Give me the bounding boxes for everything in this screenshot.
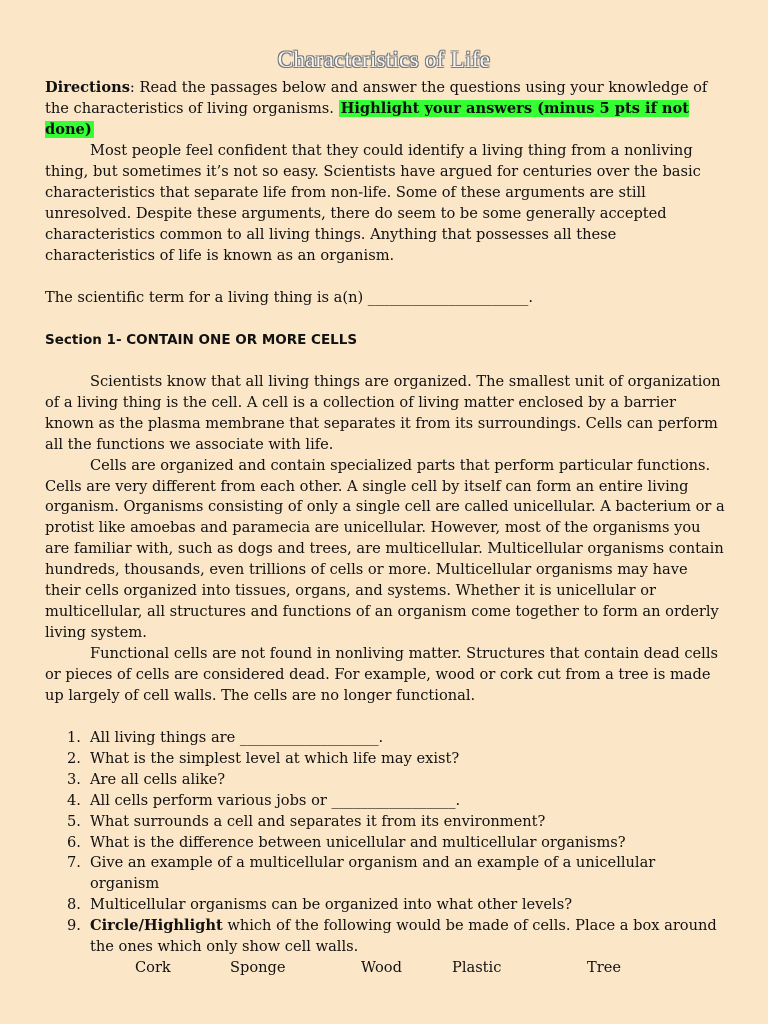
intro-paragraph [45,141,725,266]
choice-tree[interactable]: Tree [587,958,621,976]
section1-paragraph-3: Functional cells are not found in nonliving matter. Structures that contain dead cells or pieces of cells are considered dead. For example, wood or cork cut from a tree is made up largely of cell walls. The cells are no longer functional. [45,644,718,704]
list-item: 6. What is the difference between unicellular and multicellular organisms? [67,833,626,851]
list-item: 3. Are all cells alike? [67,770,226,788]
choice-sponge[interactable]: Sponge [230,958,286,976]
choice-cork[interactable]: Cork [135,958,171,976]
section-heading [45,330,725,351]
directions [45,78,725,141]
choice-plastic[interactable]: Plastic [452,958,502,976]
list-item: 4. All cells perform various jobs or _________________. [67,791,461,809]
section1-paragraph-1: Scientists know that all living things are organized. The smallest unit of organization of a living thing is the cell. A cell is a collection of living matter enclosed by a barrier known as the plasma membrane that separates it from its surroundings. Cells can perform all the functions we associate with life. [45,373,721,453]
section1-heading: Section 1- CONTAIN ONE OR MORE CELLS [45,332,358,348]
section1-paragraph-2: Cells are organized and contain specialized parts that perform particular functions. Cells are very different from each other. A single cell by itself can form an entire living organism. Organisms consisting of only a single cell are called unicellular. A bacterium or a protist like amoebas and paramecia are unicellular. However, most of the organisms you are familiar with, such as dogs and trees, are multicellular. Multicellular organisms contain hundreds, thousands, even trillions of cells or more. Multicellular organisms may have their cells organized into tissues, organs, and systems. Whether it is unicellular or multicellular, all structures and functions of an organism come together to form an orderly living system. [45,456,725,641]
list-item: 7. Give an example of a multicellular organism and an example of a unicellular organism [67,854,656,893]
page-title: Characteristics of Life [277,47,491,72]
directions-text: : Read the passages below and answer the questions using your knowledge of the characteristics of living organisms. [45,79,708,117]
directions-highlight: Highlight your answers (minus 5 pts if not done) [45,99,690,138]
intro-text: Most people feel confident that they could identify a living thing from a nonliving thing, but sometimes it’s not so easy. Scientists have argued for centuries over the basic characteristics that separate life from non-life. Some of these arguments are still unresolved. Despite these arguments, there do seem to be some generally accepted characteristics common to all living things. Anything that possesses all these characteristics of life is known as an organism. [45,142,701,264]
list-item: 2. What is the simplest level at which life may exist? [67,749,460,767]
directions-label: Directions [45,79,130,96]
intro-question [45,288,725,309]
choice-row [45,958,725,980]
section1-body [45,372,725,707]
list-item: 8. Multicellular organisms can be organized into what other levels? [67,896,573,914]
intro-question-text: The scientific term for a living thing is a(n) ______________________. [45,289,533,306]
choice-wood[interactable]: Wood [361,958,402,976]
list-item: 5. What surrounds a cell and separates it from its environment? [67,812,546,830]
list-item: 1. All living things are ___________________. [67,729,384,746]
question-list [45,728,725,980]
list-item: 9. Circle/Highlight which of the following would be made of cells. Place a box around the ones which only show cell walls. [67,917,717,956]
